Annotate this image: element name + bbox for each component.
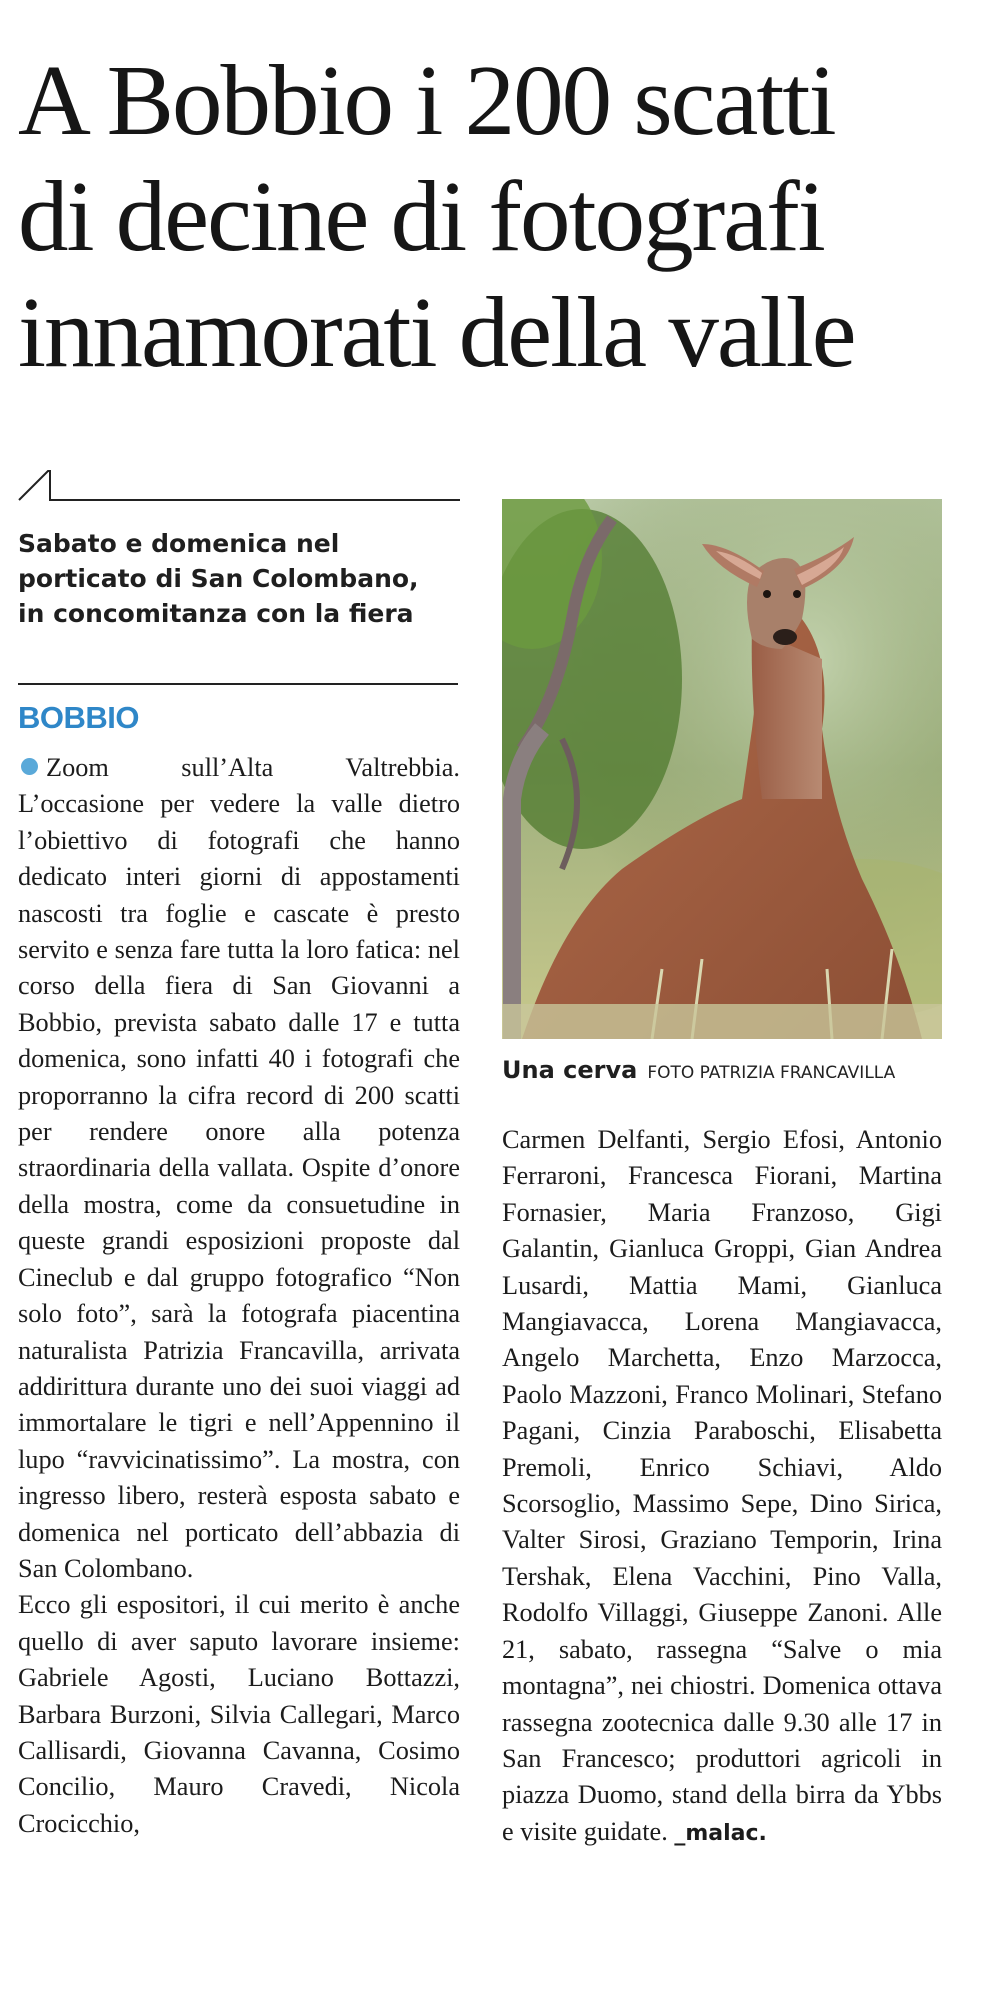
caption-title: Una cerva bbox=[502, 1056, 638, 1084]
article-column-left bbox=[18, 750, 460, 1842]
subheadline-line-3: in concomitanza con la fiera bbox=[18, 599, 414, 628]
subheadline-line-1: Sabato e domenica nel bbox=[18, 529, 340, 558]
headline-line-3: innamorati della valle bbox=[18, 276, 855, 388]
bullet-dot-icon bbox=[21, 758, 38, 775]
section-divider bbox=[18, 468, 460, 502]
article-photo bbox=[502, 499, 942, 1039]
paragraph-intro bbox=[18, 750, 460, 1587]
subheadline bbox=[18, 526, 458, 631]
headline-line-2: di decine di fotografi bbox=[18, 160, 824, 272]
subhead-divider bbox=[18, 683, 458, 685]
headline-line-1: A Bobbio i 200 scatti bbox=[18, 44, 835, 156]
article-column-right bbox=[502, 1122, 942, 1852]
paragraph-exhibitors-continued bbox=[502, 1122, 942, 1852]
photo-caption bbox=[502, 1056, 895, 1084]
subheadline-line-2: porticato di San Colombano, bbox=[18, 564, 419, 593]
location-kicker: BOBBIO bbox=[18, 700, 139, 735]
paragraph-exhibitors-start: Ecco gli espositori, il cui merito è anche quello di aver saputo lavorare insieme: Gabriele Agosti, Luciano Bottazzi, Barbara Burzoni, Silvia Callegari, Marco Callisardi, Giovanna Cavanna, Cosimo Concilio, Mauro Cravedi, Nicola Crocicchio, bbox=[18, 1590, 460, 1838]
paragraph-exhibitors-continued-text: Carmen Delfanti, Sergio Efosi, Antonio Ferraroni, Francesca Fiorani, Martina Fornasier, Maria Franzoso, Gigi Galantin, Gianluca Groppi, Gian Andrea Lusardi, Mattia Mami, Gianluca Mangiavacca, Lorena Mangiavacca, Angelo Marchetta, Enzo Marzocca, Paolo Mazzoni, Franco Molinari, Stefano Pagani, Cinzia Paraboschi, Elisabetta Premoli, Enrico Schiavi, Aldo Scorsoglio, Massimo Sepe, Dino Sirica, Valter Sirosi, Graziano Temporin, Irina Tershak, Elena Vacchini, Pino Valla, Rodolfo Villaggi, Giuseppe Zanoni. Alle 21, sabato, rassegna “Salve o mia montagna”, nei chiostri. Domenica ottava rassegna zootecnica dalle 9.30 alle 17 in San Francesco; produttori agricoli in piazza Duomo, stand della birra da Ybbs e visite guidate. bbox=[502, 1125, 942, 1846]
paragraph-intro-text: Zoom sull’Alta Valtrebbia. L’occasione per vedere la valle dietro l’obiettivo di fotografi che hanno dedicato interi giorni di appostamenti nascosti tra foglie e cascate è presto servito e senza fare tutta la loro fatica: nel corso della fiera di San Giovanni a Bobbio, prevista sabato dalle 17 e tutta domenica, sono infatti 40 i fotografi che proporranno la cifra record di 200 scatti per rendere onore alla potenza straordinaria della vallata. Ospite d’onore della mostra, come da consuetudine in queste grandi esposizioni proposte dal Cineclub e dal gruppo fotografico “Non solo foto”, sarà la fotografa piacentina naturalista Patrizia Francavilla, arrivata addirittura durante uno dei suoi viaggi ad immortalare le tigri e nell’Appennino il lupo “ravvicinatissimo”. La mostra, con ingresso libero, resterà esposta sabato e domenica nel porticato dell’abbazia di San Colombano. bbox=[18, 753, 460, 1583]
deer-photo-illustration bbox=[502, 499, 942, 1039]
author-signature: _malac. bbox=[674, 1820, 767, 1846]
headline bbox=[18, 42, 978, 390]
caption-credit: FOTO PATRIZIA FRANCAVILLA bbox=[647, 1063, 896, 1083]
